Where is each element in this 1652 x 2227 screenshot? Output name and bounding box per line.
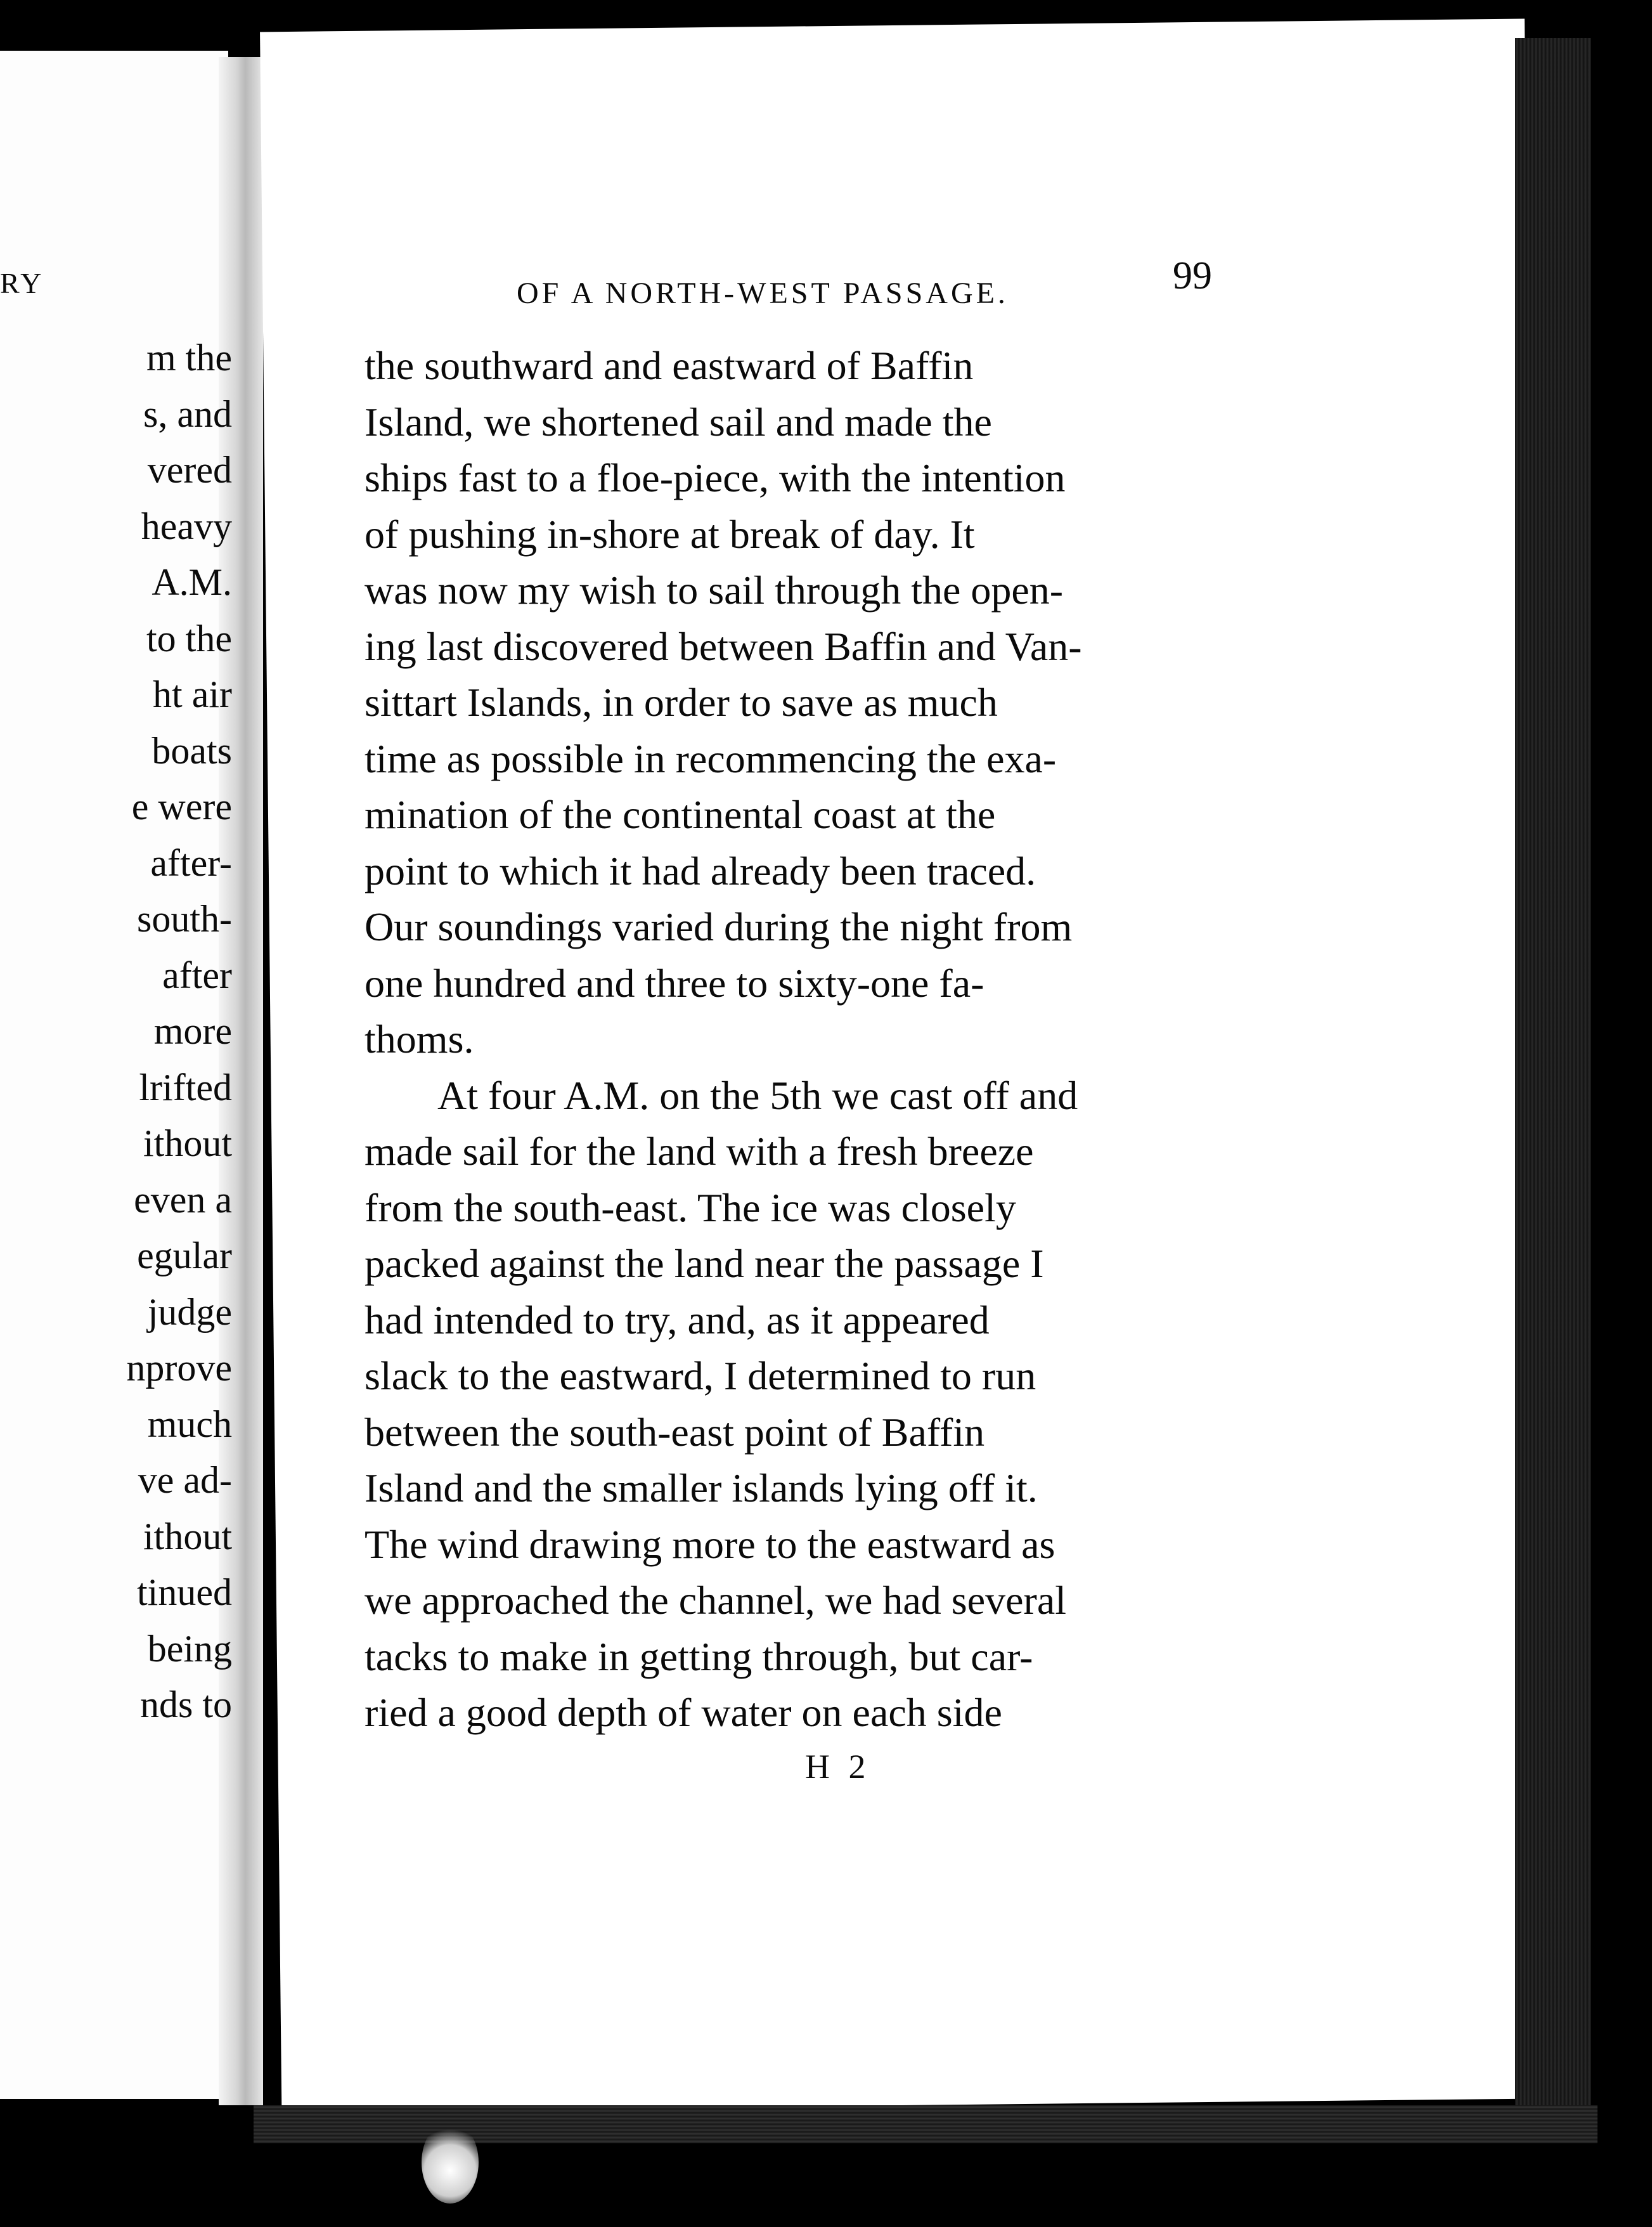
- body-text-line: one hundred and three to sixty-one fa-: [365, 960, 984, 1006]
- body-text-line: At four A.M. on the 5th we cast off and: [437, 1072, 1078, 1118]
- body-text-line: the southward and eastward of Baffin: [365, 343, 974, 388]
- body-text-line: we approached the channel, we had several: [365, 1578, 1066, 1623]
- body-text-line: had intended to try, and, as it appeared: [365, 1297, 990, 1342]
- body-text-line: ing last discovered between Baffin and Van-: [365, 623, 1082, 669]
- body-text-line: of pushing in-shore at break of day. It: [365, 511, 975, 557]
- left-page-line: even a: [134, 1178, 232, 1221]
- left-page-line: after: [162, 954, 232, 996]
- left-page-line: tinued: [137, 1571, 232, 1613]
- body-text-line: tacks to make in getting through, but car-: [365, 1633, 1033, 1679]
- body-text-line: was now my wish to sail through the open-: [365, 568, 1064, 613]
- left-page-line: e were: [131, 786, 232, 828]
- body-text-line: slack to the eastward, I determined to run: [365, 1353, 1036, 1398]
- body-text-line: time as possible in recommencing the exa-: [365, 736, 1057, 781]
- left-page-line: after-: [150, 841, 232, 884]
- body-text-line: thoms.: [365, 1016, 474, 1062]
- signature-mark: H 2: [805, 1748, 871, 1786]
- left-page-line: egular: [137, 1235, 232, 1276]
- body-text-line: Island and the smaller islands lying off it.: [365, 1465, 1038, 1510]
- body-text-line: from the south-east. The ice was closely: [365, 1185, 1016, 1230]
- body-text-line: Our soundings varied during the night from: [365, 904, 1073, 949]
- right-page: [260, 19, 1546, 2112]
- left-page-line: A.M.: [152, 561, 232, 603]
- body-text-line: ried a good depth of water on each side: [365, 1690, 1002, 1735]
- left-page-line: more: [153, 1010, 232, 1052]
- left-running-head-fragment: RY: [0, 267, 44, 299]
- left-page-line: vered: [147, 449, 232, 491]
- left-page-line: being: [147, 1627, 232, 1670]
- body-text-line: sittart Islands, in order to save as much: [365, 680, 998, 725]
- page-fore-edge: [1515, 38, 1591, 2105]
- body-text-line: mination of the continental coast at the: [365, 792, 996, 837]
- body-text-line: packed against the land near the passage I: [365, 1241, 1044, 1286]
- left-page-line: nprove: [126, 1347, 232, 1389]
- left-page-line: ht air: [153, 673, 232, 715]
- left-page-line: nds to: [139, 1684, 232, 1725]
- left-page-line: judge: [147, 1290, 232, 1333]
- left-page-line: ve ad-: [138, 1459, 232, 1501]
- left-page-line: much: [147, 1403, 232, 1445]
- body-text-line: ships fast to a floe-piece, with the intention: [365, 455, 1066, 500]
- left-page-line: m the: [146, 337, 232, 379]
- body-text-line: made sail for the land with a fresh breeze: [365, 1129, 1034, 1174]
- page-number: 99: [1173, 254, 1212, 297]
- left-page-line: heavy: [141, 505, 232, 547]
- left-page-line: to the: [146, 617, 232, 659]
- body-text-line: between the south-east point of Baffin: [365, 1409, 985, 1455]
- body-text-line: point to which it had already been traced.: [365, 848, 1036, 893]
- left-page-line: lrifted: [139, 1066, 232, 1108]
- left-page-line: s, and: [143, 393, 232, 435]
- body-text-line: Island, we shortened sail and made the: [365, 399, 992, 445]
- left-page-line: ithout: [143, 1515, 232, 1557]
- left-page-line: south-: [137, 898, 232, 940]
- light-reflection: [422, 2121, 479, 2204]
- running-head: OF A NORTH-WEST PASSAGE.: [517, 276, 1009, 310]
- left-page-line: boats: [152, 729, 232, 772]
- left-page-line: ithout: [143, 1122, 232, 1164]
- body-text-line: The wind drawing more to the eastward as: [365, 1521, 1055, 1567]
